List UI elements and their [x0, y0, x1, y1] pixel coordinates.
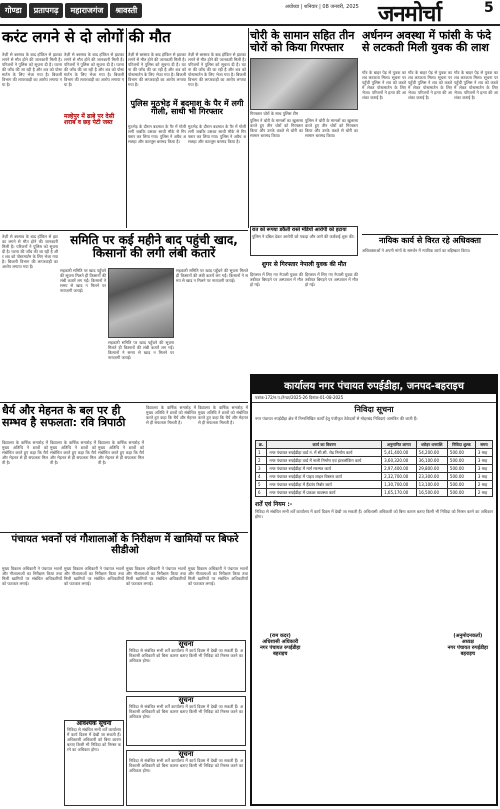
- cell: 3 माह: [475, 465, 492, 473]
- lead-headline: करंट लगने से दो लोगों की मौत: [2, 28, 171, 46]
- notice-box-3: [64, 720, 124, 806]
- lead-body-col4: तेज़ी से बरसाव के बाद हॉकिन से झटका लगने से मौत होने की जानकारी मिली है। परिजनों ने पुलिस को सूचना दी है। घटना की जाँच की जा रही है और शव को पोस्टमार्टम के लिए भेजा गया है। बिजली विभाग की लापरवाही का आरोप लगाया गया है।: [188, 52, 246, 87]
- lead-body-col3: तेज़ी से बरसाव के बाद हॉकिन से झटका लगने से मौत होने की जानकारी मिली है। परिजनों ने पुलिस को सूचना दी है। घटना की जाँच की जा रही है और शव को पोस्टमार्टम के लिए भेजा गया है। बिजली विभाग की लापरवाही का आरोप लगाया गया है।: [128, 52, 186, 87]
- notice-box-1: [126, 640, 246, 692]
- cell: 29,800.00: [416, 465, 447, 473]
- lead-body-col1: तेज़ी से बरसाव के बाद हॉकिन से झटका लगने से मौत होने की जानकारी मिली है। परिजनों ने पुलिस को सूचना दी है। घटना की जाँच की जा रही है और शव को पोस्टमार्टम के लिए भेजा गया है। बिजली विभाग की लापरवाही का आरोप लगाया गया है।: [2, 52, 62, 87]
- police-headline-small: मल्हेपुर में ढाबे पर देसी शराब व छह पेटी जब्त: [64, 113, 115, 127]
- nayak-body: अधिवक्ताओं ने अपनी मांगों के समर्थन में न्यायिक कार्य का बहिष्कार किया।: [362, 248, 471, 253]
- police-encounter-headline: पुलिस मुठभेड़ में बदमाश के पैर में लगी गोली, साथी भी गिरफ्तार: [130, 99, 244, 117]
- notice-box-4: [126, 750, 246, 806]
- samiti-photo: [108, 268, 174, 338]
- section-tab-maharajganj[interactable]: महाराजगंज: [65, 3, 108, 18]
- cell: नगर पंचायत रुपईडीहा वार्ड नं. में सी.सी. रोड निर्माण कार्य: [267, 449, 382, 457]
- cell: नगर पंचायत रुपईडीहा वार्ड में नाली निर्माण एवं इंटरलॉकिंग कार्य: [267, 457, 382, 465]
- notice-title: सूचना: [178, 640, 194, 648]
- notice-box-2: [126, 696, 246, 746]
- ravi-body-2: विद्यालय के वार्षिक समारोह में मुख्य अतिथि ने छात्रों को संबोधित करते हुए कहा कि धैर्य और मेहनत से ही सफलता मिलती है।: [50, 440, 96, 465]
- sign-line: बहराइच: [460, 651, 476, 657]
- divider: [0, 230, 248, 231]
- cell: 1,65,170.00: [382, 489, 417, 497]
- section-tabs: [0, 3, 142, 18]
- tender-table-header: [256, 441, 493, 449]
- cell: 3 माह: [475, 457, 492, 465]
- nepali-headline: शुगर से गिरफ्तार नेपाली युवक की मौत: [261, 261, 347, 268]
- cell: नगर पंचायत रुपईडीहा में हैंडपंप रिबोर कार्य: [267, 481, 382, 489]
- col-header: अनुमानित लागत: [382, 441, 417, 449]
- cell: 3: [256, 465, 267, 473]
- section-tab-pratapgarh[interactable]: प्रतापगढ़: [29, 3, 64, 18]
- notice-body: निविदा से संबंधित सभी शर्तें कार्यालय में कार्य दिवस में देखी जा सकती हैं। अधिशासी अधिकारी को बिना कारण बताए किसी भी निविदा को निरस्त करने का अधिकार होगा।: [129, 758, 243, 774]
- theft-photo: [250, 58, 358, 110]
- page-header: [0, 0, 500, 26]
- theft-caption: गिरफ्तार चोरों के साथ पुलिस टीम: [250, 111, 299, 116]
- masthead-logo: जनमोर्चा: [378, 1, 442, 27]
- ravi-body-4: विद्यालय के वार्षिक समारोह में मुख्य अतिथि ने छात्रों को संबोधित करते हुए कहा कि धैर्य और मेहनत से ही सफलता मिलती है।: [146, 405, 196, 425]
- col-header: धरोहर धनराशि: [416, 441, 447, 449]
- cell: 500.00: [447, 449, 475, 457]
- cell: 500.00: [447, 489, 475, 497]
- police-encounter-body: मुठभेड़ के दौरान बदमाश के पैर में गोली लगी जबकि उसका साथी मौके से गिरफ्तार कर लिया गया। पुलिस ने अवैध असलहा और कारतूस बरामद किया है।: [128, 124, 186, 144]
- cell: 5,41,400.00: [382, 449, 417, 457]
- cell: 3 माह: [475, 473, 492, 481]
- divider: [0, 402, 248, 403]
- signature-left: [260, 633, 300, 657]
- cell: 23,300.00: [416, 473, 447, 481]
- section-tab-shravasti[interactable]: श्रावस्ती: [110, 3, 142, 18]
- samiti-body-2: सहकारी समिति पर खाद पहुँचने की सूचना मिलते ही किसानों की लंबी कतारें लग गईं। किसानों ने समय से खाद न मिलने पर नाराज़गी जताई।: [176, 268, 248, 283]
- table-row: [256, 457, 493, 465]
- cell: 16,500.00: [416, 489, 447, 497]
- ravi-headline: धैर्य और मेहनत के बल पर ही सम्भव है सफलता: रवि त्रिपाठी: [2, 404, 126, 429]
- table-row: [256, 481, 493, 489]
- col-header: निविदा शुल्क: [447, 441, 475, 449]
- sign-line: नगर पंचायत रुपईडीहा: [260, 645, 301, 651]
- cell: 1: [256, 449, 267, 457]
- signature-right: [448, 633, 488, 657]
- notice-title: सूचना: [178, 696, 194, 704]
- tender-conditions: निविदा से संबंधित सभी शर्तें कार्यालय में कार्य दिवस में देखी जा सकती हैं। अधिशासी अधिकारी को बिना कारण बताए किसी भी निविदा को निरस्त करने का अधिकार होगा।: [255, 509, 493, 519]
- cell: 2 माह: [475, 481, 492, 489]
- sign-line: अधिशासी अधिकारी: [262, 639, 299, 645]
- raid-body: पुलिस ने दबिश देकर आरोपी को पकड़ा और आगे की कार्रवाई शुरू की।: [252, 234, 355, 240]
- hanging-body-2: गाँव के बाहर पेड़ से युवक का शव लटकता मिला। सूचना पर पहुँची पुलिस ने शव को कब्जे में लेकर पोस्टमार्टम के लिए भेजा। परिजनों ने हत्या की आशंका जताई है।: [408, 70, 452, 100]
- cell: 5: [256, 481, 267, 489]
- panchayat-body-3: मुख्य विकास अधिकारी ने पंचायत भवनों और गौशालाओं का निरीक्षण किया तथा मिली खामियों पर संबंधित अधिकारियों को फटकार लगाई।: [126, 566, 186, 586]
- panchayat-body-2: मुख्य विकास अधिकारी ने पंचायत भवनों और गौशालाओं का निरीक्षण किया तथा मिली खामियों पर संबंधित अधिकारियों को फटकार लगाई।: [64, 566, 124, 586]
- samiti-body: सहकारी समिति पर खाद पहुँचने की सूचना मिलते ही किसानों की लंबी कतारें लग गईं। किसानों ने समय से खाद न मिलने पर नाराज़गी जताई।: [60, 268, 106, 293]
- panchayat-headline: पंचायत भवनों एवं गौशालाओं के निरीक्षण में खामियों पर बिफरे सीडीओ: [11, 534, 239, 556]
- cell: 6: [256, 489, 267, 497]
- ravi-body-3: विद्यालय के वार्षिक समारोह में मुख्य अतिथि ने छात्रों को संबोधित करते हुए कहा कि धैर्य और मेहनत से ही सफलता मिलती है।: [98, 440, 144, 465]
- samiti-left-col: तेज़ी से बरसाव के बाद हॉकिन से झटका लगने से मौत होने की जानकारी मिली है। परिजनों ने पुलिस को सूचना दी है। घटना की जाँच की जा रही है और शव को पोस्टमार्टम के लिए भेजा गया है। बिजली विभाग की लापरवाही का आरोप लगाया गया है।: [2, 234, 58, 269]
- cell: 2: [256, 457, 267, 465]
- col-header: क्र.: [256, 441, 267, 449]
- nepali-body: हिरासत में लिए गए नेपाली युवक की तबीयत बिगड़ने पर अस्पताल में मौत हो गई।: [250, 272, 303, 287]
- notice-body: निविदा से संबंधित सभी शर्तें कार्यालय में कार्य दिवस में देखी जा सकती हैं। अधिशासी अधिकारी को बिना कारण बताए किसी भी निविदा को निरस्त करने का अधिकार होगा।: [67, 727, 121, 753]
- column-divider: [248, 28, 249, 228]
- tender-intro: नगर पंचायत रुपईडीहा क्षेत्र में निम्नलिखित कार्यों हेतु पंजीकृत ठेकेदारों से मोहरबंद निविदाएं आमंत्रित की जाती हैं।: [255, 416, 418, 421]
- cell: 54,200.00: [416, 449, 447, 457]
- cell: 2,32,700.00: [382, 473, 417, 481]
- tender-conditions-title: शर्तें एवं नियम :-: [255, 501, 293, 508]
- tender-title: निविदा सूचना: [354, 405, 394, 414]
- cell: 3 माह: [475, 449, 492, 457]
- tender-table: [255, 440, 493, 497]
- cell: 13,100.00: [416, 481, 447, 489]
- notice-title: सूचना: [178, 750, 194, 758]
- panchayat-body: मुख्य विकास अधिकारी ने पंचायत भवनों और गौशालाओं का निरीक्षण किया तथा मिली खामियों पर संबंधित अधिकारियों को फटकार लगाई।: [2, 566, 62, 586]
- cell: नगर पंचायत रुपईडीहा में मार्ग मरम्मत कार्य: [267, 465, 382, 473]
- cell: 36,100.00: [416, 457, 447, 465]
- cell: 1,30,700.00: [382, 481, 417, 489]
- police-encounter-body-2: मुठभेड़ के दौरान बदमाश के पैर में गोली लगी जबकि उसका साथी मौके से गिरफ्तार कर लिया गया। पुलिस ने अवैध असलहा और कारतूस बरामद किया है।: [188, 124, 246, 144]
- theft-headline: चोरी के सामान सहित तीन चोरों को किया गिरफ्तार: [250, 29, 355, 54]
- tender-office: कार्यालय नगर पंचायत रुपईडीहा, जनपद-बहराइच: [252, 376, 496, 394]
- lead-body-col2: तेज़ी से बरसाव के बाद हॉकिन से झटका लगने से मौत होने की जानकारी मिली है। परिजनों ने पुलिस को सूचना दी है। घटना की जाँच की जा रही है और शव को पोस्टमार्टम के लिए भेजा गया है। बिजली विभाग की लापरवाही का आरोप लगाया गया है।: [64, 52, 124, 87]
- cell: 500.00: [447, 481, 475, 489]
- tender-ref: पत्रांक-172/न.प./टेन्डर/2025-26 दिनांक-01-08-2025: [252, 394, 496, 403]
- column-divider: [126, 28, 127, 228]
- notice-title: आवश्यक सूचना: [76, 720, 112, 727]
- notice-body: निविदा से संबंधित सभी शर्तें कार्यालय में कार्य दिवस में देखी जा सकती हैं। अधिशासी अधिकारी को बिना कारण बताए किसी भी निविदा को निरस्त करने का अधिकार होगा।: [129, 648, 243, 664]
- panchayat-body-4: मुख्य विकास अधिकारी ने पंचायत भवनों और गौशालाओं का निरीक्षण किया तथा मिली खामियों पर संबंधित अधिकारियों को फटकार लगाई।: [188, 566, 248, 586]
- table-row: [256, 449, 493, 457]
- cell: 500.00: [447, 465, 475, 473]
- cell: 4: [256, 473, 267, 481]
- page-number: 5: [484, 0, 494, 16]
- divider: [0, 532, 248, 533]
- theft-body-2: पुलिस ने चोरी के मामलों का खुलासा करते हुए तीन चोरों को गिरफ्तार किया और उनके कब्जे से चोरी का सामान बरामद किया।: [305, 118, 358, 138]
- ravi-body-5: विद्यालय के वार्षिक समारोह में मुख्य अतिथि ने छात्रों को संबोधित करते हुए कहा कि धैर्य और मेहनत से ही सफलता मिलती है।: [198, 405, 248, 425]
- cell: नगर पंचायत रुपईडीहा में पाइप लाइन विस्तार कार्य: [267, 473, 382, 481]
- tender-advertisement: [250, 374, 498, 806]
- table-row: [256, 489, 493, 497]
- section-tab-gonda[interactable]: गोण्डा: [0, 3, 27, 18]
- sign-line: (राम कदर): [269, 633, 291, 639]
- sign-line: (अनुमोदनकर्ता): [453, 633, 483, 639]
- nayak-headline: नायिक कार्य से विरत रहे अधिवक्ता: [362, 234, 498, 245]
- hanging-body: गाँव के बाहर पेड़ से युवक का शव लटकता मिला। सूचना पर पहुँची पुलिस ने शव को कब्जे में लेकर पोस्टमार्टम के लिए भेजा। परिजनों ने हत्या की आशंका जताई है।: [362, 70, 406, 100]
- sign-line: अध्यक्ष: [461, 639, 474, 645]
- table-row: [256, 465, 493, 473]
- tender-signatures: [252, 629, 496, 661]
- dateline: अयोध्या | शनिवार | 08 जनवरी, 2025: [285, 4, 359, 10]
- sign-line: नगर पंचायत रुपईडीहा: [447, 645, 488, 651]
- raid-headline: रात को रूपया डकैती रास्ते मंडियों आरोपी को हटाया: [252, 227, 347, 233]
- table-row: [256, 473, 493, 481]
- cell: 2 माह: [475, 489, 492, 497]
- cell: 500.00: [447, 457, 475, 465]
- hanging-headline: अर्धनग्न अवस्था में फांसी के फंदे से लटकती मिली युवक की लाश: [362, 29, 492, 54]
- sign-line: बहराइच: [272, 651, 288, 657]
- cell: 3,60,320.00: [382, 457, 417, 465]
- theft-body: पुलिस ने चोरी के मामलों का खुलासा करते हुए तीन चोरों को गिरफ्तार किया और उनके कब्जे से चोरी का सामान बरामद किया।: [250, 118, 303, 138]
- col-header: समय: [475, 441, 492, 449]
- hanging-body-3: गाँव के बाहर पेड़ से युवक का शव लटकता मिला। सूचना पर पहुँची पुलिस ने शव को कब्जे में लेकर पोस्टमार्टम के लिए भेजा। परिजनों ने हत्या की आशंका जताई है।: [454, 70, 498, 100]
- samiti-body-3: सहकारी समिति पर खाद पहुँचने की सूचना मिलते ही किसानों की लंबी कतारें लग गईं। किसानों ने समय से खाद न मिलने पर नाराज़गी जताई।: [108, 340, 174, 360]
- cell: 2,97,400.00: [382, 465, 417, 473]
- raid-box: [250, 226, 358, 256]
- samiti-headline: समिति पर कई महीने बाद पहुंची खाद, किसानों की लगी लंबी कतारें: [70, 233, 238, 260]
- col-header: कार्य का विवरण: [267, 441, 382, 449]
- cell: 500.00: [447, 473, 475, 481]
- nepali-body-2: हिरासत में लिए गए नेपाली युवक की तबीयत बिगड़ने पर अस्पताल में मौत हो गई।: [305, 272, 358, 287]
- notice-body: निविदा से संबंधित सभी शर्तें कार्यालय में कार्य दिवस में देखी जा सकती हैं। अधिशासी अधिकारी को बिना कारण बताए किसी भी निविदा को निरस्त करने का अधिकार होगा।: [129, 704, 243, 720]
- ravi-body: विद्यालय के वार्षिक समारोह में मुख्य अतिथि ने छात्रों को संबोधित करते हुए कहा कि धैर्य और मेहनत से ही सफलता मिलती है।: [2, 440, 48, 465]
- cell: नगर पंचायत रुपईडीहा में प्रकाश व्यवस्था कार्य: [267, 489, 382, 497]
